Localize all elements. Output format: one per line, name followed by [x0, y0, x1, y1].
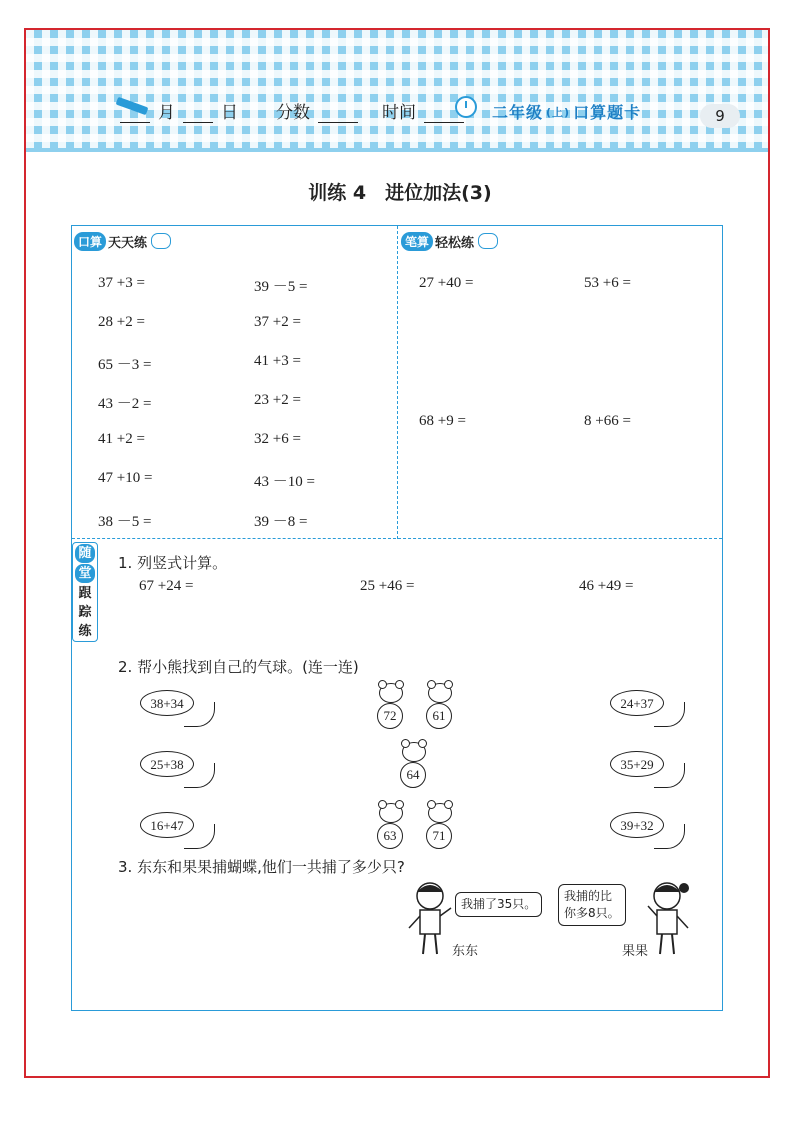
bear-number: 61	[426, 703, 452, 729]
written-eq: 8 +66 =	[584, 413, 631, 429]
guoguo-name: 果果	[622, 944, 649, 959]
divider-vertical	[397, 226, 398, 539]
bear-icon[interactable]	[424, 803, 454, 855]
balloon-right[interactable]: 24+37	[610, 690, 664, 716]
balloon-left[interactable]: 25+38	[140, 751, 194, 777]
time-label: 时间	[382, 103, 416, 123]
score-blank[interactable]	[318, 106, 358, 123]
dongdong-name: 东东	[452, 944, 479, 959]
book-icon	[151, 233, 171, 249]
month-label: 月	[158, 103, 175, 123]
header-fields	[120, 98, 464, 123]
question-1: 1. 列竖式计算。	[118, 554, 228, 572]
oral-eq: 23 +2 =	[254, 392, 301, 408]
oral-eq: 38 －5 =	[98, 514, 152, 530]
oral-eq: 39 －5 =	[254, 279, 308, 295]
guoguo-speech	[558, 884, 626, 926]
written-eq: 27 +40 =	[419, 275, 474, 291]
oral-tag: 口算	[74, 232, 106, 251]
brand-title: 口算题卡	[573, 103, 642, 122]
brand-grade: 二年级	[492, 103, 544, 122]
guoguo-speech-line1: 我捕的比	[564, 889, 613, 903]
balloon-left[interactable]: 38+34	[140, 690, 194, 716]
divider-horizontal	[72, 538, 722, 539]
bear-number: 72	[377, 703, 403, 729]
q1-eq: 25 +46 =	[360, 578, 415, 594]
balloon-right[interactable]: 39+32	[610, 812, 664, 838]
book-icon	[478, 233, 498, 249]
oral-eq: 32 +6 =	[254, 431, 301, 447]
dongdong-speech: 我捕了35只。	[455, 892, 542, 917]
side-char: 跟	[78, 586, 92, 601]
oral-eq: 47 +10 =	[98, 470, 153, 486]
oral-eq: 37 +3 =	[98, 275, 145, 291]
oral-eq: 37 +2 =	[254, 314, 301, 330]
side-char: 堂	[75, 564, 95, 583]
bear-number: 64	[400, 762, 426, 788]
boy-icon	[405, 878, 455, 958]
day-blank[interactable]	[183, 106, 213, 123]
brand-logo	[492, 100, 641, 123]
bear-number: 63	[377, 823, 403, 849]
side-char: 踪	[78, 605, 92, 620]
q1-eq: 67 +24 =	[139, 578, 194, 594]
oral-eq: 41 +2 =	[98, 431, 145, 447]
side-char: 随	[75, 544, 95, 563]
bear-icon[interactable]	[375, 683, 405, 735]
brand-sub: (上)	[546, 105, 571, 119]
oral-eq: 41 +3 =	[254, 353, 301, 369]
oral-eq: 39 －8 =	[254, 514, 308, 530]
written-eq: 68 +9 =	[419, 413, 466, 429]
classroom-side-label	[72, 542, 98, 642]
oral-eq: 43 －2 =	[98, 396, 152, 412]
written-label-text: 轻松练	[435, 235, 475, 251]
page-number: 9	[700, 104, 740, 128]
guoguo-speech-line2: 你多8只。	[564, 906, 620, 920]
day-label: 日	[221, 103, 238, 123]
oral-eq: 28 +2 =	[98, 314, 145, 330]
oral-label-text: 天天练	[108, 235, 148, 251]
oral-section-label	[74, 230, 171, 252]
bear-icon[interactable]	[375, 803, 405, 855]
balloon-right[interactable]: 35+29	[610, 751, 664, 777]
month-blank[interactable]	[120, 106, 150, 123]
written-tag: 笔算	[401, 232, 433, 251]
question-3: 3. 东东和果果捕蝴蝶,他们一共捕了多少只?	[118, 858, 405, 876]
q1-eq: 46 +49 =	[579, 578, 634, 594]
oral-eq: 65 －3 =	[98, 357, 152, 373]
score-label: 分数	[276, 103, 310, 123]
clock-icon	[455, 96, 477, 118]
bear-number: 71	[426, 823, 452, 849]
balloon-left[interactable]: 16+47	[140, 812, 194, 838]
written-eq: 53 +6 =	[584, 275, 631, 291]
side-char: 练	[78, 624, 92, 639]
oral-eq: 43 －10 =	[254, 474, 315, 490]
question-2: 2. 帮小熊找到自己的气球。(连一连)	[118, 658, 359, 676]
written-section-label	[401, 230, 498, 252]
bear-icon[interactable]	[424, 683, 454, 735]
girl-icon	[640, 878, 694, 958]
header-band	[26, 30, 768, 152]
bear-icon[interactable]	[398, 742, 428, 794]
page-title: 训练 4 进位加法(3)	[308, 182, 492, 204]
